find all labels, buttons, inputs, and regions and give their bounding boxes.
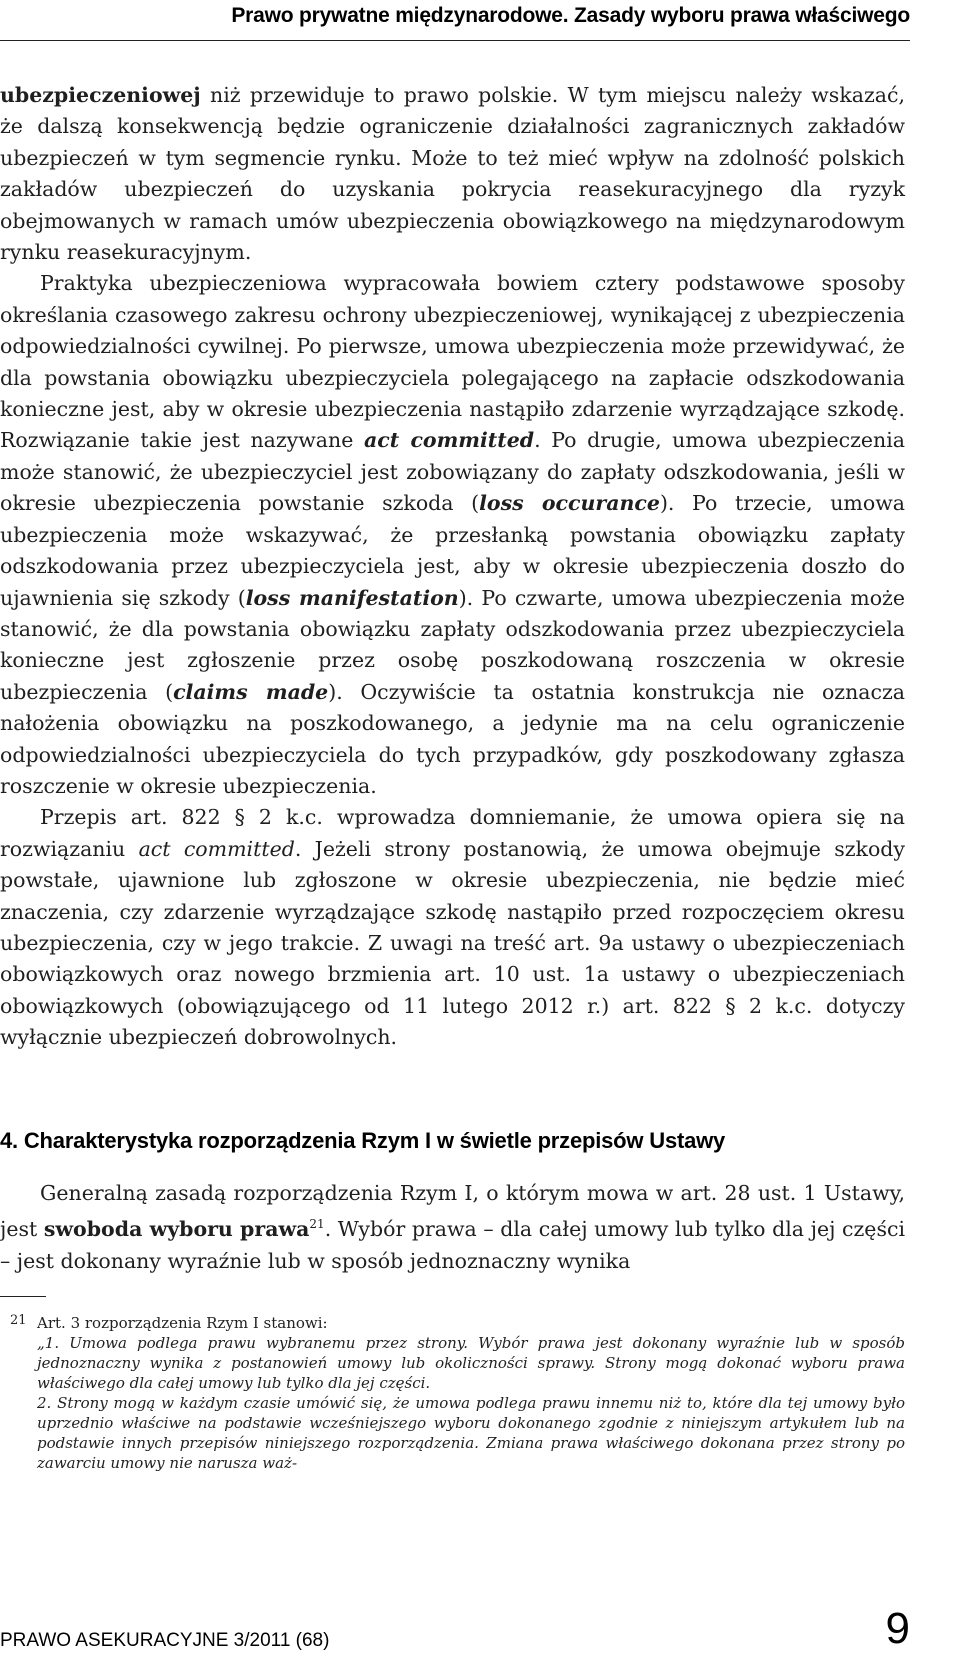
section-heading: 4. Charakterystyka rozporządzenia Rzym I w świetle przepisów Ustawy (0, 1128, 726, 1153)
footnote-rule (0, 1296, 46, 1297)
paragraph-text: . Jeżeli strony postanowią, że umowa obejmuje szkody powstałe, ujawnione lub zgłoszone w okresie ubezpieczenia, nie będzie mieć znaczenia, czy zdarzenie wyrządzające szkodę nastąpiło przed rozpoczęciem okresu ubezpieczenia, czy w jego trakcie. Z uwagi na treść art. 9a ustawy o ubezpieczeniach obowiązkowych oraz nowego brzmienia art. 10 ust. 1a ustawy o ubezpieczeniach obowiązkowych (obowiązującego od 11 lutego 2012 r.) art. 822 § 2 k.c. dotyczy wyłącznie ubezpieczeń dobrowolnych. (0, 836, 905, 1050)
paragraph-text: ). Oczywiście ta ostatnia konstrukcja nie oznacza nałożenia obowiązku na poszkodowanego, a jedynie ma na celu ograniczenie odpowiedzialności ubezpieczyciela do tych przypadków, gdy poszkodowany zgłasza roszczenie w okresie ubezpieczenia. (0, 679, 906, 798)
paragraph-2 (0, 268, 905, 802)
bold-term: swoboda wyboru prawa (43, 1217, 310, 1242)
footnote-body (37, 1313, 905, 1473)
paragraph-text: ). Po trzecie, umowa ubezpieczenia może wskazywać, że przesłanką powstania obowiązku zapłaty odszkodowania przez ubezpieczyciela jest, aby w okresie ubezpieczenia doszło do ujawnienia się szkody ( (0, 491, 905, 610)
paragraph-1 (0, 80, 905, 268)
page-number: 9 (885, 1604, 910, 1653)
paragraph-text: Generalną zasadą rozporządzenia Rzym I, o którym mowa w art. 28 ust. 1 Ustawy, jest (0, 1181, 905, 1242)
section-text (0, 1178, 905, 1277)
paragraph-text: ). Po czwarte, umowa ubezpieczenia może stanowić, że dla powstania obowiązku zapłaty odszkodowania przez ubezpieczyciela konieczne jest zgłoszenie przez osobę poszkodowaną roszczenia w okresie ubezpieczenia ( (0, 585, 905, 704)
paragraph-text: Przepis art. 822 § 2 k.c. wprowadza domniemanie, że umowa opiera się na rozwiązaniu (0, 805, 905, 861)
header-rule (0, 40, 910, 41)
paragraph-text: niż przewiduje to prawo polskie. W tym miejscu należy wskazać, że dalszą konsekwencją będzie ograniczenie działalności zagranicznych zakładów ubezpieczeń w tym segmencie rynku. Może to też mieć wpływ na zdolność polskich zakładów ubezpieczeń do uzyskania pokrycia reasekuracyjnego dla ryzyk obejmowanych w ramach umów ubezpieczenia obowiązkowego na międzynarodowym rynku reasekuracyjnym. (0, 83, 905, 265)
term-act-committed: act committed (363, 428, 535, 453)
footer-publication: PRAWO ASEKURACYJNE 3/2011 (68) (0, 1630, 330, 1651)
term-claims-made: claims made (173, 679, 329, 704)
paragraph-text: Praktyka ubezpieczeniowa wypracowała bowiem cztery podstawowe sposoby określania czasowego zakresu ochrony ubezpieczeniowej, wynikającej z ubezpieczenia odpowiedzialności cywilnej. Po pierwsze, umowa ubezpieczenia może przewidywać, że dla powstania obowiązku ubezpieczyciela polegającego na zapłacie odszkodowania konieczne jest, aby w okresie ubezpieczenia nastąpiło zdarzenie wyrządzające szkodę. Rozwiązanie takie jest nazywane (0, 271, 905, 453)
term-loss-occurance: loss occurance (479, 491, 660, 516)
footnote-number: 21 (10, 1313, 27, 1328)
paragraph-3 (0, 802, 905, 1053)
footnote-21 (0, 1313, 905, 1473)
paragraph-text: . Po drugie, umowa ubezpieczenia może stanowić, że ubezpieczyciel jest zobowiązany do zapłaty odszkodowania, jeśli w okresie ubezpieczenia powstanie szkoda ( (0, 428, 906, 516)
term-act-committed-italic: act committed (138, 836, 295, 861)
footnote-reference[interactable]: 21 (309, 1217, 325, 1232)
section-paragraph-1 (0, 1178, 905, 1277)
term-loss-manifestation: loss manifestation (245, 585, 459, 610)
footnote-item-2: 2. Strony mogą w każdym czasie umówić się, że umowa podlega prawu innemu niż to, które dla tej umowy było uprzednio właściwe na podstawie wcześniejszego wyboru dokonanego zgodnie z niniejszym artykułem lub na podstawie innych przepisów niniejszego rozporządzenia. Zmiana prawa właściwego dokonana przez strony po zawarciu umowy nie narusza waż- (37, 1394, 905, 1472)
main-text (0, 80, 905, 1054)
paragraph-text: . Wybór prawa – dla całej umowy lub tylko dla jej części – jest dokonany wyraźnie lub w sposób jednoznaczny wynika (0, 1217, 905, 1273)
bold-term: ubezpieczeniowej (0, 83, 201, 107)
running-header: Prawo prywatne międzynarodowe. Zasady wyboru prawa właściwego (231, 4, 910, 27)
footnote-intro: Art. 3 rozporządzenia Rzym I stanowi: (37, 1314, 328, 1332)
footnote-item-1: „1. Umowa podlega prawu wybranemu przez strony. Wybór prawa jest dokonany wyraźnie lub w sposób jednoznaczny wynika z postanowień umowy lub okoliczności sprawy. Strony mogą dokonać wyboru prawa właściwego dla całej umowy lub tylko dla jej części. (37, 1334, 905, 1392)
